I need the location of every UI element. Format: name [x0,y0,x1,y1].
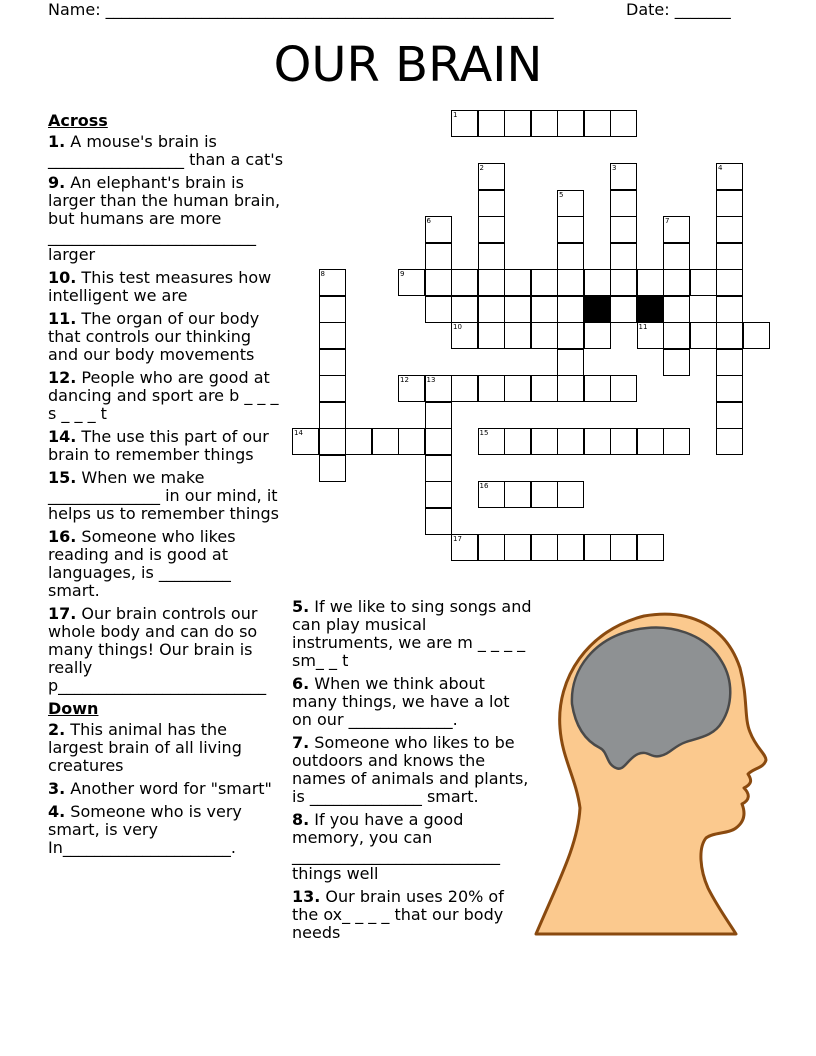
clue-item [48,369,284,423]
cell-number: 3 [612,164,617,172]
clue-item [48,605,284,695]
cell-number: 10 [453,323,462,331]
crossword-cell[interactable] [584,322,611,349]
clue-item [48,310,284,364]
crossword-cell[interactable] [610,428,637,455]
crossword-cell[interactable] [478,190,505,217]
crossword-cell[interactable] [557,534,584,561]
crossword-cell[interactable] [531,110,558,137]
crossword-cell[interactable] [504,322,531,349]
crossword-cell[interactable] [504,375,531,402]
crossword-cell[interactable] [610,375,637,402]
crossword-cell[interactable] [557,216,584,243]
crossword-cell[interactable] [663,216,690,243]
crossword-cell[interactable] [425,243,452,270]
crossword-cell[interactable] [637,428,664,455]
crossword-cell[interactable] [478,375,505,402]
crossword-cell[interactable] [716,216,743,243]
crossword-cell[interactable] [610,163,637,190]
crossword-cell[interactable] [451,269,478,296]
crossword-cell[interactable] [690,322,717,349]
clue-text: The organ of our body that controls our thinking and our body movements [48,309,260,364]
clue-item [48,174,284,264]
crossword-cell[interactable] [478,322,505,349]
clue-number: 15. [48,468,77,487]
clue-item [48,133,284,169]
clue-text: An elephant's brain is larger than the human brain, but humans are more __________________________ larger [48,173,281,264]
crossword-cell[interactable] [716,296,743,323]
crossword-cell[interactable] [504,428,531,455]
down-clue-list [48,721,284,857]
crossword-cell[interactable] [451,534,478,561]
crossword-cell[interactable] [425,455,452,482]
clues-column-left [48,112,284,862]
down-clue-list-continued [292,598,532,942]
clue-text: If you have a good memory, you can __________________________ things well [292,810,500,883]
clue-item [292,675,532,729]
crossword-cell[interactable] [319,322,346,349]
name-field[interactable]: Name: ________________________________________________________ [48,0,554,19]
clue-item [48,721,284,775]
cell-number: 4 [718,164,723,172]
cell-number: 11 [638,323,648,331]
crossword-cell[interactable] [319,375,346,402]
crossword-cell[interactable] [478,269,505,296]
crossword-cell[interactable] [584,375,611,402]
cell-number: 16 [479,482,489,490]
crossword-cell[interactable] [425,508,452,535]
crossword-cell[interactable] [451,296,478,323]
clue-number: 7. [292,733,310,752]
clue-item [292,888,532,942]
crossword-cell[interactable] [504,269,531,296]
crossword-cell[interactable] [531,322,558,349]
clue-item [292,811,532,883]
crossword-cell[interactable] [610,216,637,243]
clue-item [48,469,284,523]
clue-number: 6. [292,674,310,693]
crossword-cell[interactable] [557,375,584,402]
clue-item [48,269,284,305]
clue-number: 10. [48,268,77,287]
crossword-cell[interactable] [584,428,611,455]
crossword-cell[interactable] [319,402,346,429]
crossword-cell[interactable] [663,349,690,376]
crossword-cell[interactable] [557,269,584,296]
cell-number: 14 [294,429,303,437]
crossword-cell[interactable] [425,296,452,323]
page-title: OUR BRAIN [273,37,543,93]
crossword-cell[interactable] [610,190,637,217]
crossword-cell[interactable] [663,243,690,270]
crossword-cell[interactable] [425,269,452,296]
crossword-cell[interactable] [584,110,611,137]
crossword-cell[interactable] [531,269,558,296]
clue-number: 5. [292,597,310,616]
crossword-cell[interactable] [557,110,584,137]
across-heading: Across [48,111,108,130]
clue-number: 12. [48,368,77,387]
crossword-cell[interactable] [557,190,584,217]
crossword-cell[interactable] [451,375,478,402]
clue-item [48,803,284,857]
crossword-cell[interactable] [637,269,664,296]
clue-number: 3. [48,779,66,798]
crossword-block [637,296,664,323]
clue-text: Our brain controls our whole body and can do so many things! Our brain is really p__________________________ [48,604,267,695]
clue-number: 4. [48,802,66,821]
clue-text: Someone who likes to be outdoors and knows the names of animals and plants, is ______________ smart. [292,733,529,806]
clue-text: Our brain uses 20% of the ox_ _ _ _ that our body needs [292,887,504,942]
crossword-cell[interactable] [451,322,478,349]
crossword-cell[interactable] [716,349,743,376]
crossword-cell[interactable] [478,163,505,190]
crossword-cell[interactable] [610,296,637,323]
crossword-cell[interactable] [557,296,584,323]
clue-text: This animal has the largest brain of all living creatures [48,720,242,775]
clue-number: 16. [48,527,77,546]
crossword-cell[interactable] [478,481,505,508]
crossword-cell[interactable] [557,243,584,270]
clue-text: The use this part of our brain to remember things [48,427,269,464]
crossword-cell[interactable] [716,375,743,402]
clue-text: When we think about many things, we have a lot on our _____________. [292,674,510,729]
crossword-cell[interactable] [584,534,611,561]
crossword-cell[interactable] [557,322,584,349]
crossword-cell[interactable] [716,402,743,429]
crossword-cell[interactable] [716,428,743,455]
cell-number: 9 [400,270,405,278]
crossword-cell[interactable] [504,534,531,561]
crossword-cell[interactable] [504,110,531,137]
cell-number: 6 [426,217,431,225]
clue-text: People who are good at dancing and sport are b _ _ _ s _ _ _ t [48,368,279,423]
crossword-cell[interactable] [478,428,505,455]
down-heading: Down [48,699,99,718]
crossword-cell[interactable] [425,402,452,429]
crossword-cell[interactable] [478,110,505,137]
clue-text: If we like to sing songs and can play musical instruments, we are m _ _ _ _ sm_ _ t [292,597,532,670]
crossword-cell[interactable] [531,481,558,508]
crossword-cell[interactable] [319,269,346,296]
crossword-cell[interactable] [716,269,743,296]
clue-text: Someone who likes reading and is good at languages, is _________ smart. [48,527,236,600]
crossword-cell[interactable] [425,428,452,455]
cell-number: 17 [453,535,462,543]
crossword-cell[interactable] [610,534,637,561]
crossword-cell[interactable] [557,349,584,376]
crossword-cell[interactable] [478,534,505,561]
crossword-cell[interactable] [398,269,425,296]
cell-number: 15 [479,429,489,437]
crossword-cell[interactable] [716,163,743,190]
crossword-cell[interactable] [637,534,664,561]
clue-number: 1. [48,132,66,151]
clue-number: 11. [48,309,77,328]
clue-number: 8. [292,810,310,829]
crossword-cell[interactable] [319,349,346,376]
crossword-cell[interactable] [425,216,452,243]
cell-number: 5 [559,190,564,199]
crossword-cell[interactable] [425,481,452,508]
crossword-cell[interactable] [398,428,425,455]
crossword-cell[interactable] [398,375,425,402]
crossword-cell[interactable] [663,269,690,296]
crossword-cell[interactable] [610,110,637,137]
crossword-cell[interactable] [637,322,664,349]
crossword-cell[interactable] [663,428,690,455]
cell-number: 12 [400,376,409,384]
crossword-cell[interactable] [716,190,743,217]
crossword-cell[interactable] [504,296,531,323]
crossword-cell[interactable] [584,269,611,296]
crossword-cell[interactable] [319,455,346,482]
cell-number: 1 [453,111,458,119]
crossword-cell[interactable] [690,269,717,296]
crossword-cell[interactable] [425,375,452,402]
clue-text: This test measures how intelligent we are [48,268,272,305]
date-field[interactable]: Date: _______ [626,0,731,19]
crossword-cell[interactable] [451,110,478,137]
crossword-cell[interactable] [716,243,743,270]
clue-text: A mouse's brain is _________________ than a cat's [48,132,284,169]
crossword-cell[interactable] [610,243,637,270]
clue-number: 9. [48,173,66,192]
crossword-cell[interactable] [557,481,584,508]
clue-text: Someone who is very smart, is very In_____________________. [48,802,242,857]
crossword-cell[interactable] [531,375,558,402]
crossword-cell[interactable] [345,428,372,455]
clue-item [48,428,284,464]
cell-number: 2 [479,164,484,172]
crossword-cell[interactable] [292,428,319,455]
clue-text: Another word for "smart" [65,779,272,798]
clues-column-middle [292,598,532,947]
crossword-cell[interactable] [531,534,558,561]
crossword-cell[interactable] [531,428,558,455]
crossword-cell[interactable] [531,296,558,323]
crossword-cell[interactable] [504,481,531,508]
clue-number: 17. [48,604,77,623]
crossword-cell[interactable] [663,322,690,349]
clue-number: 13. [292,887,321,906]
crossword-cell[interactable] [478,296,505,323]
crossword-cell[interactable] [743,322,770,349]
clue-number: 14. [48,427,77,446]
crossword-cell[interactable] [319,428,346,455]
crossword-cell[interactable] [478,243,505,270]
clue-item [292,734,532,806]
crossword-cell[interactable] [610,269,637,296]
crossword-cell[interactable] [716,322,743,349]
clue-item [48,780,284,798]
head-illustration [530,608,770,940]
cell-number: 13 [426,376,436,384]
crossword-cell[interactable] [478,216,505,243]
clue-item [48,528,284,600]
crossword-cell[interactable] [372,428,399,455]
crossword-cell[interactable] [557,428,584,455]
across-clue-list [48,133,284,695]
crossword-block [584,296,611,323]
crossword-cell[interactable] [663,296,690,323]
clue-number: 2. [48,720,66,739]
crossword-cell[interactable] [319,296,346,323]
cell-number: 8 [320,270,325,278]
clue-text: When we make ______________ in our mind, it helps us to remember things [48,468,279,523]
clue-item [292,598,532,670]
cell-number: 7 [665,217,670,225]
